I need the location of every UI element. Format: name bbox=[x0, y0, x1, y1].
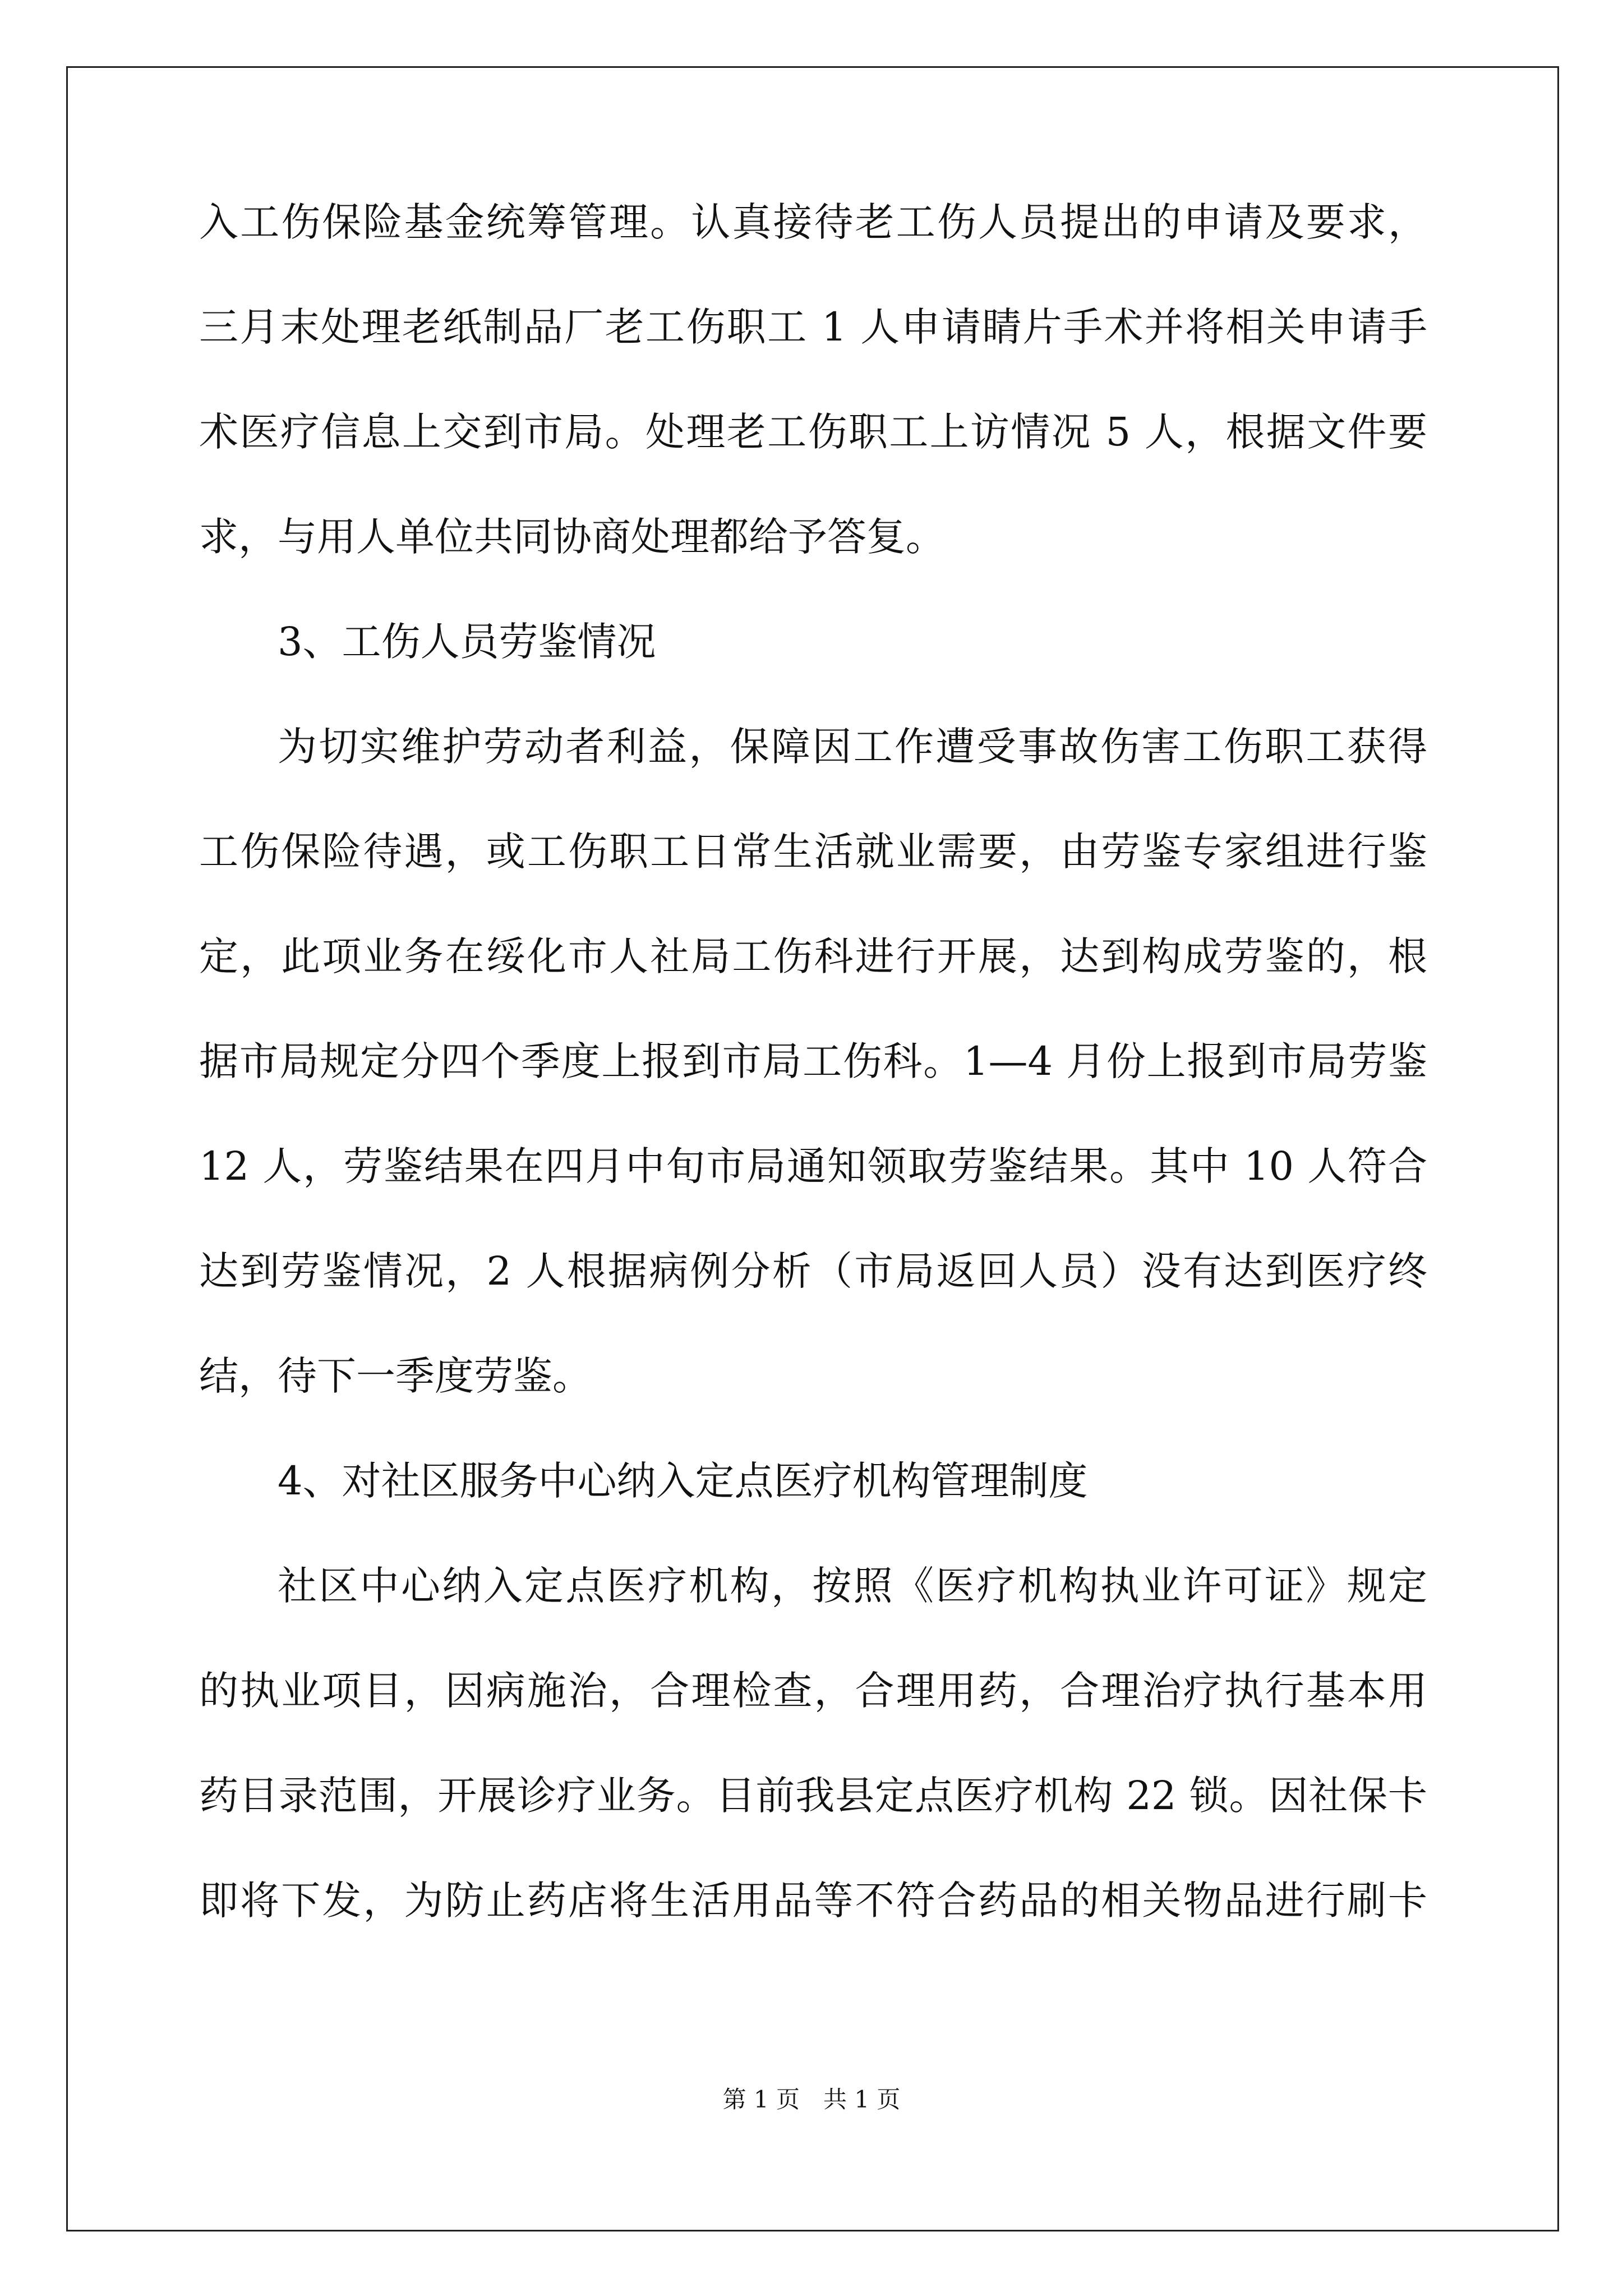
paragraph-line: 入工伤保险基金统筹管理。认真接待老工伤人员提出的申请及要求， bbox=[199, 199, 1427, 245]
section-heading: 3、工伤人员劳鉴情况 bbox=[278, 619, 656, 665]
paragraph-line: 社区中心纳入定点医疗机构，按照《医疗机构执业许可证》规定 bbox=[278, 1563, 1427, 1609]
paragraph-line: 定，此项业务在绥化市人社局工伤科进行开展，达到构成劳鉴的，根 bbox=[199, 933, 1427, 979]
paragraph-line: 12 人，劳鉴结果在四月中旬市局通知领取劳鉴结果。其中 10 人符合 bbox=[199, 1143, 1427, 1189]
paragraph-line: 工伤保险待遇，或工伤职工日常生活就业需要，由劳鉴专家组进行鉴 bbox=[199, 829, 1427, 875]
paragraph-line: 为切实维护劳动者利益，保障因工作遭受事故伤害工伤职工获得 bbox=[278, 724, 1427, 770]
paragraph-line: 求，与用人单位共同协商处理都给予答复。 bbox=[199, 514, 945, 560]
paragraph-line: 的执业项目，因病施治，合理检查，合理用药，合理治疗执行基本用 bbox=[199, 1668, 1427, 1714]
paragraph-line: 结，待下一季度劳鉴。 bbox=[199, 1353, 592, 1399]
paragraph-line: 据市局规定分四个季度上报到市局工伤科。1—4 月份上报到市局劳鉴 bbox=[199, 1038, 1427, 1084]
paragraph-line: 达到劳鉴情况，2 人根据病例分析（市局返回人员）没有达到医疗终 bbox=[199, 1248, 1427, 1294]
paragraph-line: 术医疗信息上交到市局。处理老工伤职工上访情况 5 人，根据文件要 bbox=[199, 409, 1427, 455]
paragraph-line: 药目录范围，开展诊疗业务。目前我县定点医疗机构 22 锁。因社保卡 bbox=[199, 1773, 1427, 1819]
page-footer: 第 1 页 共 1 页 bbox=[722, 2086, 901, 2113]
paragraph-line: 即将下发，为防止药店将生活用品等不符合药品的相关物品进行刷卡 bbox=[199, 1878, 1427, 1924]
paragraph-line: 三月末处理老纸制品厂老工伤职工 1 人申请睛片手术并将相关申请手 bbox=[199, 304, 1427, 350]
section-heading: 4、对社区服务中心纳入定点医疗机构管理制度 bbox=[278, 1458, 1088, 1504]
